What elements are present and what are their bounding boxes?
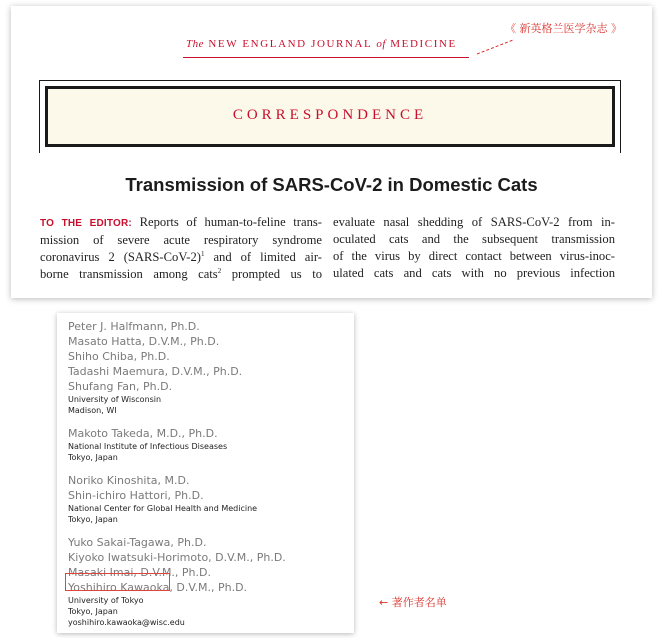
body-line: ulated cats and cats with no previous infection [333,266,615,280]
body-line: oculated cats and the subsequent transmission [333,232,615,246]
affiliation-line: Madison, WI [68,406,117,415]
body-line: evaluate nasal shedding of SARS-CoV-2 from in- [333,215,615,229]
body-text: and of limited air- [213,250,322,264]
article-title: Transmission of SARS-CoV-2 in Domestic Cats [125,174,538,195]
body-line [40,266,322,283]
author-group-wisconsin [68,319,286,416]
author-name: Kiyoko Iwatsuki-Horimoto, D.V.M., Ph.D. [68,551,286,564]
reference-2: 2 [217,267,222,275]
author-name: Peter J. Halfmann, Ph.D. [68,320,200,333]
author-group-niid [68,426,286,463]
contact-email[interactable]: yoshihiro.kawaoka@wisc.edu [68,618,185,627]
journal-masthead [186,38,457,50]
body-column-right [333,214,615,282]
author-list-annotation: ← 著作者名单 [379,596,447,609]
section-banner [45,86,615,147]
masthead-the: The [186,38,204,50]
affiliation-line: Tokyo, Japan [68,607,118,616]
section-title: CORRESPONDENCE [232,107,428,123]
body-text: borne transmission among cats [40,267,218,281]
author-name: Masato Hatta, D.V.M., Ph.D. [68,335,220,348]
affiliation-line: National Institute of Infectious Diseases [68,442,228,451]
author-name: Shin-ichiro Hattori, Ph.D. [68,489,204,502]
author-group-ncgm [68,473,286,525]
article-header-card [11,6,652,298]
body-text: prompted us to [231,267,322,281]
author-name: Shufang Fan, Ph.D. [68,380,173,393]
author-name: Shiho Chiba, Ph.D. [68,350,170,363]
journal-name-annotation: 《 新英格兰医学杂志 》 [505,22,622,35]
author-name: Masaki Imai, D.V.M., Ph.D. [68,566,211,579]
body-line: of the virus by direct contact between virus-inoc- [333,249,615,263]
body-text: coronavirus 2 (SARS-CoV-2) [40,250,201,264]
body-line [40,214,322,232]
affiliation-line: National Center for Global Health and Medicine [68,504,258,513]
author-name: Yoshihiro Kawaoka, D.V.M., Ph.D. [68,581,248,594]
body-column-left [40,214,322,283]
author-name: Makoto Takeda, M.D., Ph.D. [68,427,218,440]
author-name: Yuko Sakai-Tagawa, Ph.D. [68,536,207,549]
affiliation-line: University of Tokyo [68,596,144,605]
masthead-of: of [376,38,386,50]
affiliation-line: Tokyo, Japan [68,453,118,462]
body-text: Reports of human-to-feline trans- [139,215,322,229]
affiliation-line: University of Wisconsin [68,395,162,404]
author-name: Noriko Kinoshita, M.D. [68,474,190,487]
body-line: mission of severe acute respiratory syndrome [40,233,322,247]
body-line [40,249,322,266]
to-the-editor-label: TO THE EDITOR: [40,218,132,229]
author-name: Tadashi Maemura, D.V.M., Ph.D. [68,365,243,378]
masthead-middle: NEW ENGLAND JOURNAL [208,38,372,50]
reference-1: 1 [200,250,205,258]
masthead-end: MEDICINE [390,38,457,50]
callout-connector [475,38,515,56]
masthead-underline [183,57,469,58]
affiliation-line: Tokyo, Japan [68,515,118,524]
author-highlight-box [65,573,170,591]
